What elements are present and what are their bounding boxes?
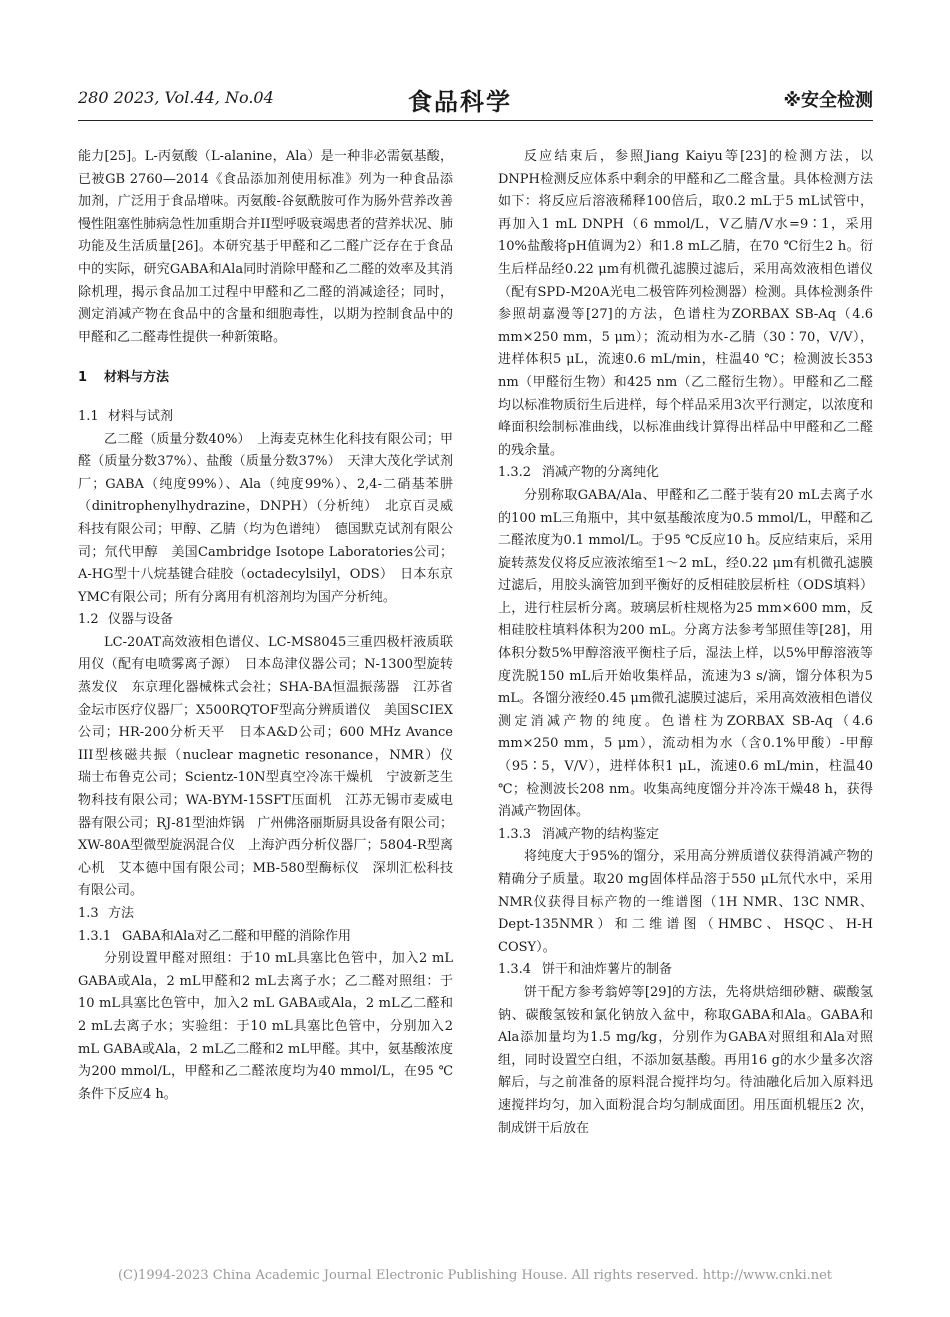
page-header bbox=[78, 88, 873, 124]
page-info: 280 2023, Vol.44, No.04 bbox=[78, 88, 274, 107]
detection-paragraph: 反应结束后，参照Jiang Kaiyu等[23]的检测方法，以DNPH检测反应体系中剩余的甲醛和乙二醛含量。具体检测方法如下：将反应后溶液稀释100倍后，取0.2 mL于5 mL试管中，再加入1 mL DNPH（6 mmol/L，V乙腈/V水=9∶1，采用10%盐酸将pH值调为2）和1.8 mL乙腈，在70 ℃衍生2 h。衍生后样品经0.22 μm有机微孔滤膜过滤后，采用高效液相色谱仪（配有SPD-M20A光电二极管阵列检测器）检测。具体检测条件参照胡嘉漫等[27]的方法，色谱柱为ZORBAX SB-Aq（4.6 mm×250 mm，5 μm）；流动相为水-乙腈（30∶70，V/V），进样体积5 μL，流速0.6 mL/min，柱温40 ℃；检测波长353 nm（甲醛衍生物）和425 nm（乙二醛衍生物）。甲醛和乙二醛均以标准物质衍生后进样，每个样品采用3次平行测定，以浓度和峰面积绘制标准曲线，以标准曲线计算得出样品中甲醛和乙二醛的残余量。 bbox=[498, 149, 873, 458]
section-heading bbox=[78, 367, 453, 390]
section-number: 1 bbox=[78, 370, 88, 386]
subsubsection-number: 1.3.1 bbox=[78, 928, 112, 944]
subsection-heading bbox=[78, 903, 453, 926]
subsubsection-title: GABA和Ala对乙二醛和甲醛的消除作用 bbox=[122, 928, 352, 944]
subsubsection-heading bbox=[498, 959, 873, 982]
subsection-title: 仪器与设备 bbox=[108, 612, 174, 628]
structure-paragraph: 将纯度大于95%的馏分，采用高分辨质谱仪获得消减产物的精确分子质量。取20 mg固体样品溶于550 μL氘代水中，采用NMR仪获得目标产物的一维谱图（1H NMR、13C NMR、Dept-135NMR）和二维谱图（HMBC、HSQC、H-H COSY）。 bbox=[498, 849, 873, 955]
intro-paragraph: 能力[25]。L-丙氨酸（L-alanine，Ala）是一种非必需氨基酸，已被GB 2760—2014《食品添加剂使用标准》列为一种食品添加剂，广泛用于食品增味。丙氨酸-谷氨酰胺可作为肠外营养改善慢性阻塞性肺病急性加重期合并II型呼吸衰竭患者的营养状况、肺功能及生活质量[26]。本研究基于甲醛和乙二醛广泛存在于食品中的实际，研究GABA和Ala同时消除甲醛和乙二醛的效率及其消除机理，揭示食品加工过程中甲醛和乙二醛的消减途径；同时，测定消减产物在食品中的含量和细胞毒性，以期为控制食品中的甲醛和乙二醛毒性提供一种新策略。 bbox=[78, 149, 453, 345]
subsubsection-number: 1.3.4 bbox=[498, 962, 532, 978]
left-column bbox=[78, 146, 467, 1106]
subsubsection-heading bbox=[498, 462, 873, 485]
copyright-footer: (C)1994-2023 China Academic Journal Electronic Publishing House. All rights reserved. http://www.cnki.net bbox=[117, 1268, 833, 1283]
journal-title: 食品科学 bbox=[408, 88, 512, 116]
subsubsection-heading bbox=[78, 926, 453, 949]
subsubsection-title: 饼干和油炸薯片的制备 bbox=[542, 962, 673, 978]
subsubsection-heading bbox=[498, 824, 873, 847]
subsection-title: 材料与试剂 bbox=[108, 408, 174, 424]
method-paragraph: 分别设置甲醛对照组：于10 mL具塞比色管中，加入2 mL GABA或Ala，2 mL甲醛和2 mL去离子水；乙二醛对照组：于10 mL具塞比色管中，加入2 mL GABA或Ala，2 mL乙二醛和2 mL去离子水；实验组：于10 mL具塞比色管中，分别加入2 mL GABA或Ala，2 mL乙二醛和2 mL甲醛。其中，氨基酸浓度为200 mmol/L，甲醛和乙二醛浓度均为40 mmol/L，在95 ℃条件下反应4 h。 bbox=[78, 951, 453, 1102]
subsection-number: 1.3 bbox=[78, 906, 99, 921]
subsection-heading bbox=[78, 406, 453, 429]
subsubsection-number: 1.3.2 bbox=[498, 465, 532, 481]
right-column bbox=[498, 146, 873, 1140]
header-divider bbox=[78, 120, 873, 121]
preparation-paragraph: 饼干配方参考翁婷等[29]的方法，先将烘焙细砂糖、碳酸氢钠、碳酸氢铵和氯化钠放入盆中，称取GABA和Ala。GABA和Ala添加量均为1.5 mg/kg，分别作为GABA对照组和Ala对照组，同时设置空白组，不添加氨基酸。再用16 g的水少量多次溶解后，与之前准备的原料混合搅拌均匀。待油融化后加入原料迅速搅拌均匀，加入面粉混合均匀制成面团。用压面机辊压2 次，制成饼干后放在 bbox=[498, 984, 873, 1136]
subsubsection-title: 消减产物的分离纯化 bbox=[542, 465, 660, 481]
subsection-number: 1.2 bbox=[78, 612, 99, 628]
instruments-paragraph: LC-20AT高效液相色谱仪、LC-MS8045三重四极杆液质联用仪（配有电喷雾离子源） 日本岛津仪器公司；N-1300型旋转蒸发仪 东京理化器械株式会社；SHA-BA恒温振荡器 江苏省金坛市医疗仪器厂；X500RQTOF型高分辨质谱仪 美国SCIEX公司；HR-200分析天平 日本A&D公司；600 MHz Avance III型核磁共振（nuclear magnetic resonance，NMR）仪 瑞士布鲁克公司；Scientz-10N型真空冷冻干燥机 宁波新芝生物科技有限公司；WA-BYM-15SFT压面机 江苏无锡市麦威电器有限公司；RJ-81型油炸锅 广州佛洛丽斯厨具设备有限公司；XW-80A型微型旋涡混合仪 上海沪西分析仪器厂；5804-R型离心机 艾本德中国有限公司；MB-580型酶标仪 深圳汇松科技有限公司。 bbox=[78, 634, 467, 899]
subsubsection-title: 消减产物的结构鉴定 bbox=[542, 826, 660, 842]
subsubsection-number: 1.3.3 bbox=[498, 826, 532, 842]
materials-paragraph: 乙二醛（质量分数40%） 上海麦克林生化科技有限公司；甲醛（质量分数37%）、盐酸（质量分数37%） 天津大茂化学试剂厂；GABA（纯度99%）、Ala（纯度99%）、2,4-二硝基苯肼（dinitrophenylhydrazine，DNPH）（分析纯） 北京百灵威科技有限公司；甲醇、乙腈（均为色谱纯） 德国默克试剂有限公司；氘代甲醇 美国Cambridge Isotope Laboratories公司；A-HG型十八烷基键合硅胶（octadecylsilyl，ODS） 日本东京YMC有限公司；所有分离用有机溶剂均为国产分析纯。 bbox=[78, 431, 453, 605]
purification-paragraph: 分别称取GABA/Ala、甲醛和乙二醛于装有20 mL去离子水的100 mL三角瓶中，其中氨基酸浓度为0.5 mmol/L，甲醛和乙二醛浓度为0.1 mmol/L。于95 ℃反应10 h。反应结束后，采用旋转蒸发仪将反应液浓缩至1～2 mL，经0.22 μm有机微孔滤膜过滤后，用胶头滴管加到平衡好的反相硅胶层析柱（ODS填料）上，进行柱层析分离。玻璃层析柱规格为25 mm×600 mm，反相硅胶柱填料体积为200 mL。分离方法参考邹照佳等[28]，用体积分数5%甲醇溶液平衡柱子后，湿法上样，以5%甲醇溶液等度洗脱150 mL后开始收集样品，流速为3 s/滴，馏分体积为5 mL。各馏分液经0.45 μm微孔滤膜过滤后，采用高效液相色谱仪测定消减产物的纯度。色谱柱为ZORBAX SB-Aq（4.6 mm×250 mm，5 μm），流动相为水（含0.1%甲酸）-甲醇（95∶5，V/V），进样体积1 μL，流速0.6 mL/min，柱温40 ℃；检测波长208 nm。收集高纯度馏分并冷冻干燥48 h，获得消减产物固体。 bbox=[498, 487, 873, 820]
section-title: 材料与方法 bbox=[104, 370, 170, 386]
subsection-number: 1.1 bbox=[78, 408, 99, 424]
subsection-title: 方法 bbox=[108, 906, 135, 921]
subsection-heading bbox=[78, 609, 453, 632]
section-label: ※安全检测 bbox=[783, 90, 873, 111]
